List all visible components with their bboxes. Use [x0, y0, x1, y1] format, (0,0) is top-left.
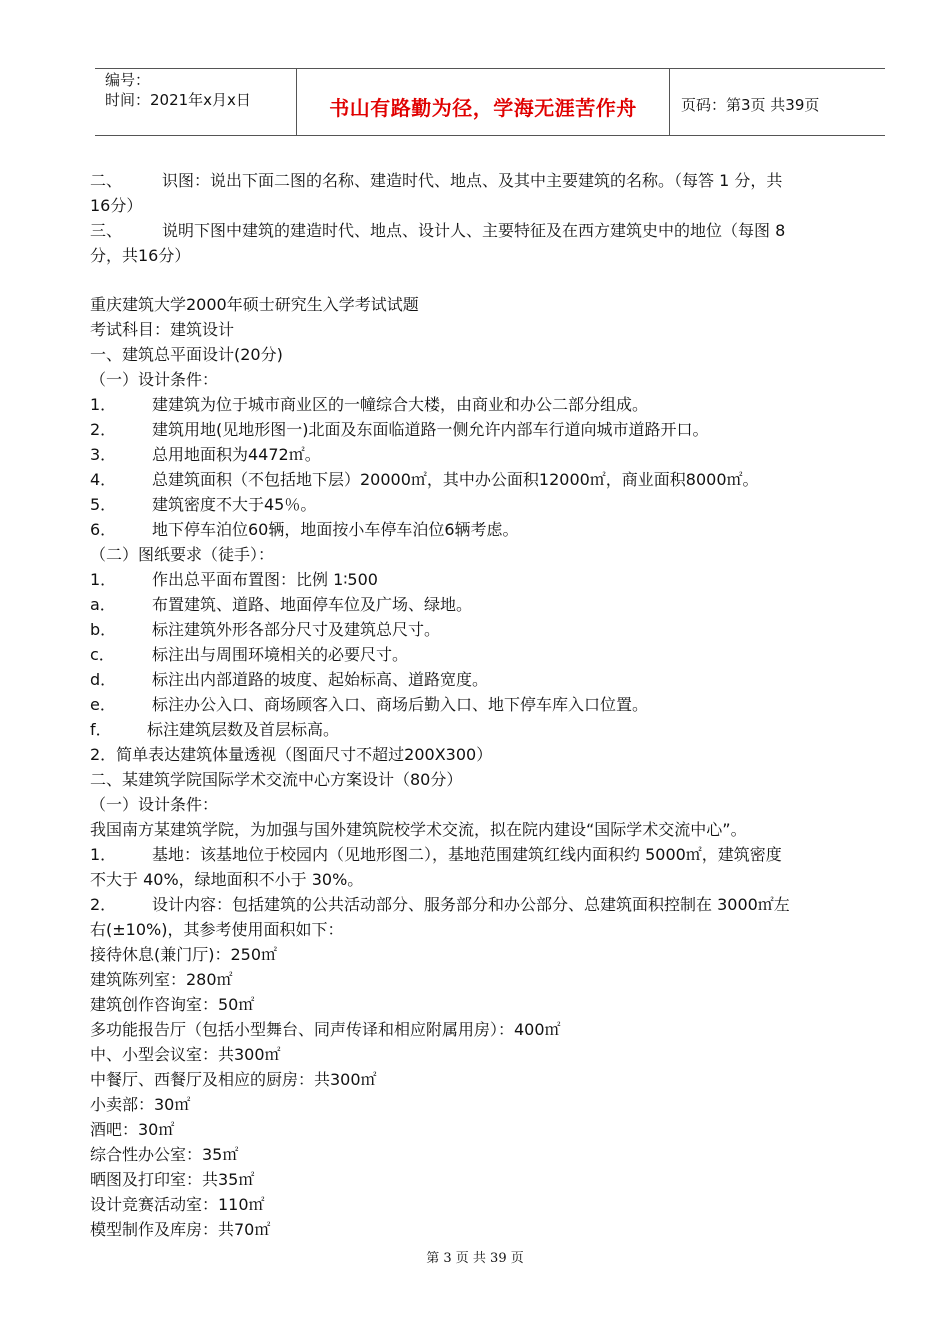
header-divider-right: [669, 68, 670, 136]
doc-number-label: 编号：: [105, 71, 151, 89]
area-item: 小卖部：30㎡: [90, 1095, 191, 1114]
list-item: a． 布置建筑、道路、地面停车位及广场、绿地。: [90, 595, 473, 614]
list-item: e． 标注办公入口、商场顾客入口、商场后勤入口、地下停车库入口位置。: [90, 695, 649, 714]
exam-title: 重庆建筑大学2000年硕士研究生入学考试试题: [90, 295, 419, 314]
question-3-line: 三、 说明下图中建筑的建造时代、地点、设计人、主要特征及在西方建筑史中的地位（每图 8: [90, 221, 786, 240]
question-2-cont: 16分）: [90, 196, 143, 215]
header-bottom-rule: [95, 135, 885, 136]
paragraph-cont: 不大于 40%，绿地面积不小于 30%。: [90, 870, 364, 889]
exam-subject: 考试科目：建筑设计: [90, 320, 235, 339]
blank-line: [90, 268, 895, 292]
area-item: 晒图及打印室：共35㎡: [90, 1170, 255, 1189]
list-item: b． 标注建筑外形各部分尺寸及建筑总尺寸。: [90, 620, 441, 639]
list-item: 6． 地下停车泊位60辆，地面按小车停车泊位6辆考虑。: [90, 520, 519, 539]
list-item: 5． 建筑密度不大于45％。: [90, 495, 317, 514]
question-3-cont: 分，共16分）: [90, 246, 191, 265]
list-item: f． 标注建筑层数及首层标高。: [90, 720, 340, 739]
document-body: [90, 168, 895, 1242]
paragraph-cont: 右(±10%)，其参考使用面积如下：: [90, 920, 344, 939]
area-item: 多功能报告厅（包括小型舞台、同声传译和相应附属用房）：400㎡: [90, 1020, 561, 1039]
question-2-line: 二、 识图：说出下面二图的名称、建造时代、地点、及其中主要建筑的名称。（每答 1 分，共: [90, 171, 783, 190]
area-item: 模型制作及库房：共70㎡: [90, 1220, 271, 1239]
area-item: 中、小型会议室：共300㎡: [90, 1045, 281, 1064]
doc-time-label: 时间：2021年x月x日: [105, 91, 251, 109]
list-item: 2． 设计内容：包括建筑的公共活动部分、服务部分和办公部分、总建筑面积控制在 3000㎡左: [90, 895, 790, 914]
list-item: 1． 基地：该基地位于校园内（见地形图二），基地范围建筑红线内面积约 5000㎡，建筑密度: [90, 845, 782, 864]
area-item: 接待休息(兼门厅)：250㎡: [90, 945, 278, 964]
list-item: 4． 总建筑面积（不包括地下层）20000㎡，其中办公面积12000㎡，商业面积8000㎡。: [90, 470, 759, 489]
area-item: 建筑创作咨询室：50㎡: [90, 995, 255, 1014]
list-item: 2．简单表达建筑体量透视（图面尺寸不超过200X300）: [90, 745, 493, 764]
area-item: 酒吧：30㎡: [90, 1120, 175, 1139]
area-item: 综合性办公室：35㎡: [90, 1145, 239, 1164]
header-meta: [105, 70, 251, 110]
header-page-info: 页码：第3页 共39页: [681, 96, 820, 114]
list-item: 3． 总用地面积为4472㎡。: [90, 445, 321, 464]
list-item: 1． 作出总平面布置图：比例 1∶500: [90, 570, 378, 589]
area-item: 建筑陈列室：280㎡: [90, 970, 233, 989]
area-item: 设计竞赛活动室：110㎡: [90, 1195, 265, 1214]
list-item: d． 标注出内部道路的坡度、起始标高、道路宽度。: [90, 670, 489, 689]
list-item: c． 标注出与周围环境相关的必要尺寸。: [90, 645, 409, 664]
subsection-heading: （一）设计条件：: [90, 370, 219, 389]
page-footer: 第 3 页 共 39 页: [426, 1251, 524, 1266]
header-top-rule: [95, 68, 885, 69]
section-1-heading: 一、建筑总平面设计(20分): [90, 345, 283, 364]
list-item: 2． 建筑用地(见地形图一)北面及东面临道路一侧允许内部车行道向城市道路开口。: [90, 420, 709, 439]
area-item: 中餐厅、西餐厅及相应的厨房：共300㎡: [90, 1070, 377, 1089]
subsection-heading: （一）设计条件：: [90, 795, 219, 814]
list-item: 1． 建建筑为位于城市商业区的一幢综合大楼，由商业和办公二部分组成。: [90, 395, 649, 414]
paragraph: 我国南方某建筑学院，为加强与国外建筑院校学术交流，拟在院内建设“国际学术交流中心”。: [90, 820, 747, 839]
header-motto: 书山有路勤为径，学海无涯苦作舟: [329, 96, 637, 120]
subsection-heading: （二）图纸要求（徒手）：: [90, 545, 275, 564]
section-2-heading: 二、某建筑学院国际学术交流中心方案设计（80分）: [90, 770, 463, 789]
